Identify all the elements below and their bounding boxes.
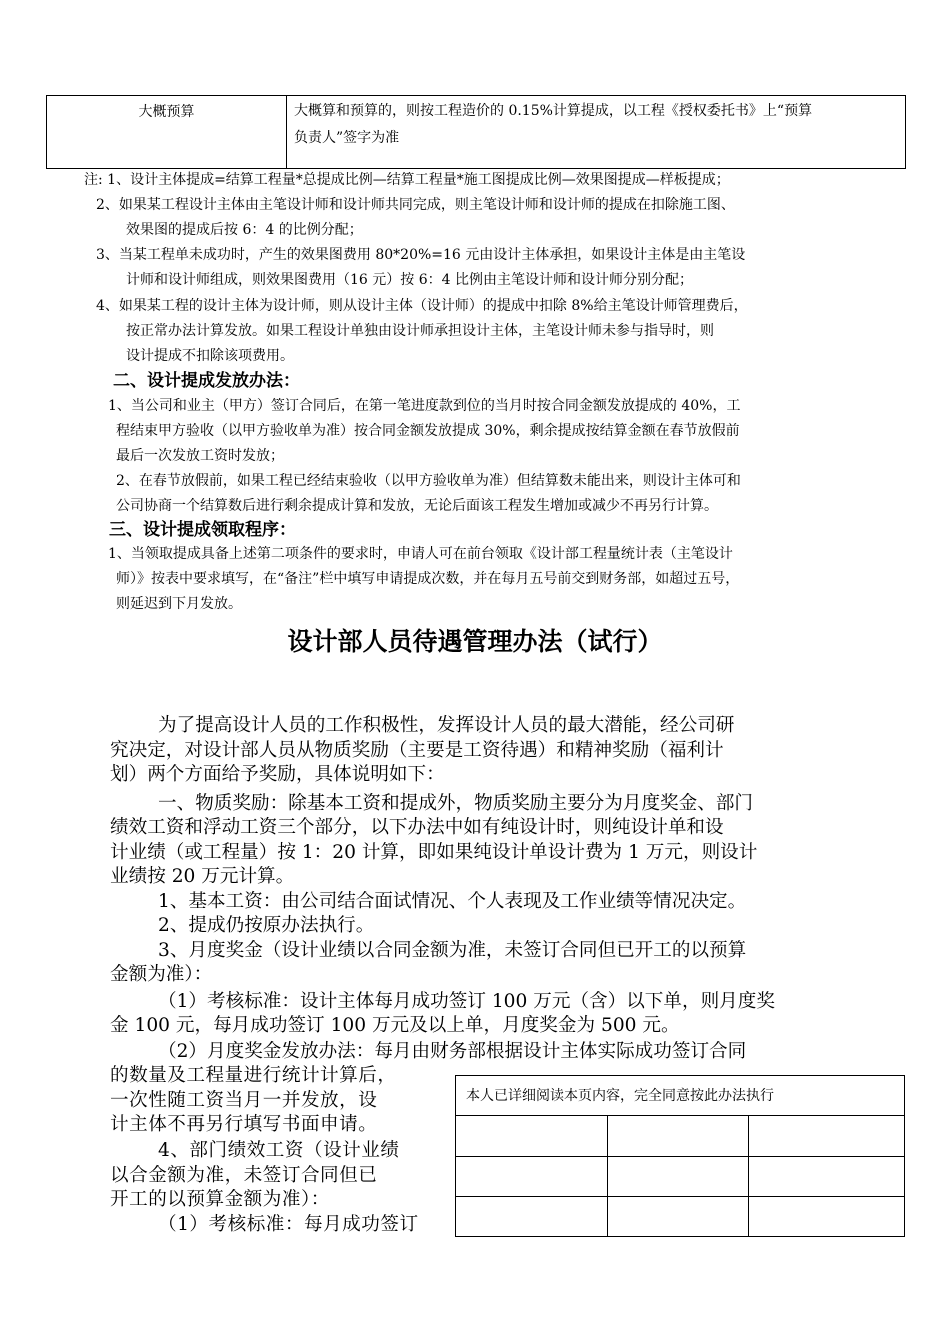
note-3-cont: 计师和设计师组成，则效果图费用（16 元）按 6：4 比例由主笔设计师和设计师分别分配； <box>126 272 693 288</box>
budget-description <box>294 96 900 152</box>
note-2-cont: 效果图的提成后按 6：4 的比例分配； <box>126 222 363 238</box>
body-line-narrow: 以合金额为准，未签订合同但已 <box>110 1165 378 1186</box>
signature-table-divider <box>456 1156 904 1157</box>
body-line: 为了提高设计人员的工作积极性，发挥设计人员的最大潜能，经公司研 <box>158 715 735 736</box>
budget-table <box>46 95 906 169</box>
note-2: 2、如果某工程设计主体由主笔设计师和设计师共同完成，则主笔设计师和设计师的提成在扣除施工图、 <box>96 197 735 213</box>
section2-line: 最后一次发放工资时发放； <box>116 448 284 464</box>
body-line: （2）月度奖金发放办法：每月由财务部根据设计主体实际成功签订合同 <box>158 1041 747 1062</box>
document-title: 设计部人员待遇管理办法（试行） <box>287 627 663 656</box>
body-line: 业绩按 20 万元计算。 <box>110 866 295 887</box>
body-line: 究决定，对设计部人员从物质奖励（主要是工资待遇）和精神奖励（福利计 <box>110 740 724 761</box>
section3-heading: 三、设计提成领取程序： <box>109 520 296 540</box>
budget-text-line1: 大概算和预算的，则按工程造价的 0.15%计算提成，以工程《授权委托书》上“预算 <box>294 103 813 119</box>
signature-table-divider <box>456 1196 904 1197</box>
body-line-narrow: 计主体不再另行填写书面申请。 <box>110 1114 378 1135</box>
body-line-narrow: 的数量及工程量进行统计计算后， <box>110 1065 397 1086</box>
section3-line: 师）》按表中要求填写，在“备注”栏中填写申请提成次数，并在每月五号前交到财务部，如超过五号， <box>116 571 740 587</box>
signature-table-header: 本人已详细阅读本页内容，完全同意按此办法执行 <box>456 1076 904 1116</box>
budget-text-line2: 负责人”签字为准 <box>294 130 400 146</box>
body-line: 金 100 元，每月成功签订 100 万元及以上单，月度奖金为 500 元。 <box>110 1015 680 1036</box>
budget-label: 大概预算 <box>47 96 287 168</box>
body-line: 计业绩（或工程量）按 1：20 计算，即如果纯设计单设计费为 1 万元，则设计 <box>110 842 758 863</box>
section3-line: 则延迟到下月发放。 <box>116 596 242 612</box>
body-line-narrow: 一次性随工资当月一并发放，设 <box>110 1090 378 1111</box>
body-line: （1）考核标准：设计主体每月成功签订 100 万元（含）以下单，则月度奖 <box>158 991 775 1012</box>
body-line: 绩效工资和浮动工资三个部分，以下办法中如有纯设计时，则纯设计单和设 <box>110 817 724 838</box>
section3-line: 1、当领取提成具备上述第二项条件的要求时，申请人可在前台领取《设计部工程量统计表（主笔设计 <box>108 546 733 562</box>
body-line: 金额为准）： <box>110 964 213 985</box>
body-line-narrow: （1）考核标准：每月成功签订 <box>158 1214 419 1235</box>
body-line: 3、月度奖金（设计业绩以合同金额为准，未签订合同但已开工的以预算 <box>158 940 747 961</box>
section2-line: 公司协商一个结算数后进行剩余提成计算和发放，无论后面该工程发生增加或减少不再另行计算。 <box>116 498 718 514</box>
body-line: 2、提成仍按原办法执行。 <box>158 915 375 936</box>
signature-table-divider <box>607 1116 608 1236</box>
section2-heading: 二、设计提成发放办法： <box>113 371 300 391</box>
body-line: 1、基本工资：由公司结合面试情况、个人表现及工作业绩等情况决定。 <box>158 891 747 912</box>
note-1: 注: 1、设计主体提成=结算工程量*总提成比例—结算工程量*施工图提成比例—效果图提成—样板提成； <box>84 172 730 188</box>
section2-line: 程结束甲方验收（以甲方验收单为准）按合同金额发放提成 30%，剩余提成按结算金额在春节放假前 <box>116 423 740 439</box>
body-line: 划）两个方面给予奖励，具体说明如下： <box>110 764 445 785</box>
body-line-narrow: 4、部门绩效工资（设计业绩 <box>158 1140 400 1161</box>
note-4-cont: 按正常办法计算发放。如果工程设计单独由设计师承担设计主体，主笔设计师未参与指导时，则 <box>126 323 714 339</box>
note-3: 3、当某工程单未成功时，产生的效果图费用 80*20%=16 元由设计主体承担，如果设计主体是由主笔设 <box>96 247 746 263</box>
section2-line: 1、当公司和业主（甲方）签订合同后，在第一笔进度款到位的当月时按合同金额发放提成的 40%，工 <box>108 398 741 414</box>
section2-line: 2、在春节放假前，如果工程已经结束验收（以甲方验收单为准）但结算数未能出来，则设计主体可和 <box>116 473 741 489</box>
note-4: 4、如果某工程的设计主体为设计师，则从设计主体（设计师）的提成中扣除 8%给主笔设计师管理费后， <box>96 298 748 314</box>
body-line: 一、物质奖励：除基本工资和提成外，物质奖励主要分为月度奖金、部门 <box>158 793 754 814</box>
signature-table-divider <box>748 1116 749 1236</box>
body-line-narrow: 开工的以预算金额为准）： <box>110 1189 330 1210</box>
note-4-cont2: 设计提成不扣除该项费用。 <box>126 348 294 364</box>
signature-table <box>455 1075 905 1237</box>
